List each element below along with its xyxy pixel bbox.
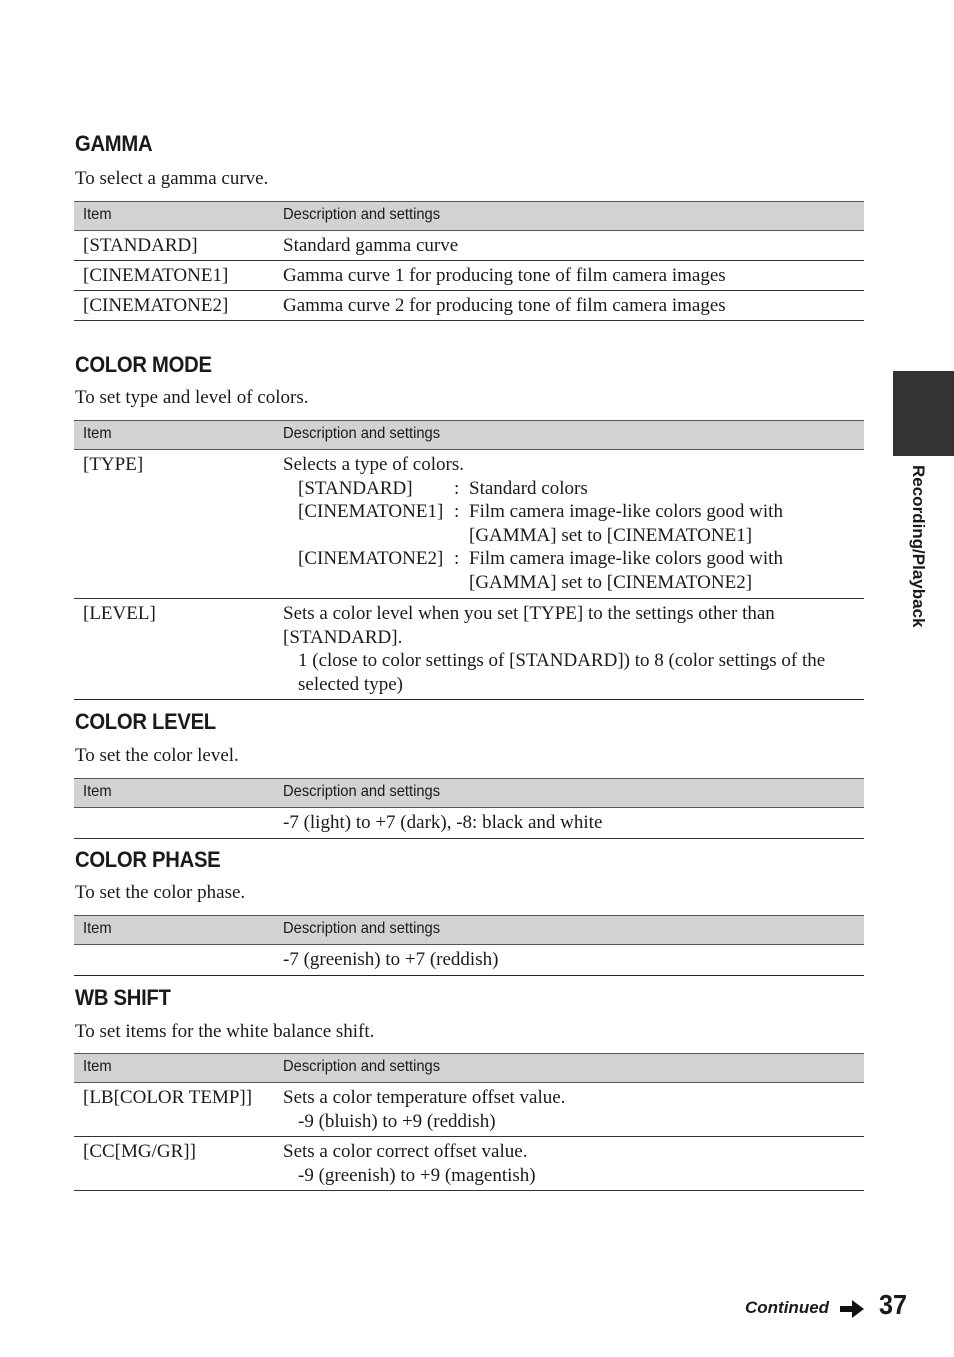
option-value: Standard colors bbox=[469, 477, 588, 499]
section-intro-color-mode: To set type and level of colors. bbox=[75, 387, 309, 408]
option-value-cont: [GAMMA] set to [CINEMATONE1] bbox=[469, 524, 753, 546]
section-heading-color-level: COLOR LEVEL bbox=[75, 709, 216, 734]
header-item: Item bbox=[83, 920, 112, 937]
type-description: Selects a type of colors. bbox=[283, 454, 464, 475]
option-colon: : bbox=[454, 548, 460, 569]
row-item: [TYPE] bbox=[83, 454, 144, 475]
header-description: Description and settings bbox=[283, 783, 441, 800]
section-heading-wb-shift: WB SHIFT bbox=[75, 985, 171, 1010]
header-item: Item bbox=[83, 425, 112, 442]
option-standard bbox=[283, 477, 854, 501]
row-description: Gamma curve 2 for producing tone of film camera images bbox=[283, 295, 726, 316]
table-header bbox=[74, 915, 864, 945]
option-key: [CINEMATONE1] bbox=[298, 501, 444, 522]
row-description: Gamma curve 1 for producing tone of film camera images bbox=[283, 265, 726, 286]
section-intro-wb-shift: To set items for the white balance shift. bbox=[75, 1021, 375, 1042]
right-arrow-icon bbox=[840, 1300, 864, 1318]
row-description: -7 (greenish) to +7 (reddish) bbox=[283, 949, 499, 970]
header-item: Item bbox=[83, 206, 112, 223]
section-heading-color-phase: COLOR PHASE bbox=[75, 847, 221, 872]
color-mode-table bbox=[74, 420, 864, 700]
table-header bbox=[74, 201, 864, 231]
row-range: -9 (bluish) to +9 (reddish) bbox=[298, 1110, 496, 1132]
page-number: 37 bbox=[879, 1289, 908, 1320]
table-header bbox=[74, 1053, 864, 1083]
table-header bbox=[74, 420, 864, 450]
table-row bbox=[74, 1137, 864, 1191]
side-tab-label: Recording/Playback bbox=[909, 465, 928, 628]
option-value-cont: [GAMMA] set to [CINEMATONE2] bbox=[469, 571, 753, 593]
table-row-type bbox=[74, 450, 864, 599]
header-description: Description and settings bbox=[283, 425, 441, 442]
wb-shift-table bbox=[74, 1053, 864, 1191]
side-tab-marker bbox=[893, 371, 954, 456]
option-cinematone1 bbox=[283, 500, 854, 524]
section-intro-color-level: To set the color level. bbox=[75, 745, 239, 766]
table-header bbox=[74, 778, 864, 808]
table-row bbox=[74, 291, 864, 321]
level-description-line2: [STANDARD]. bbox=[283, 626, 403, 648]
level-range-line2: selected type) bbox=[298, 673, 403, 695]
row-description bbox=[283, 1086, 854, 1133]
row-desc-text: Sets a color correct offset value. bbox=[283, 1141, 528, 1162]
row-item: [LB[COLOR TEMP]] bbox=[83, 1087, 253, 1108]
color-level-table bbox=[74, 778, 864, 839]
option-value: Film camera image-like colors good with bbox=[469, 501, 783, 522]
row-description bbox=[283, 602, 854, 696]
option-value: Film camera image-like colors good with bbox=[469, 548, 783, 569]
row-range: -9 (greenish) to +9 (magentish) bbox=[298, 1164, 536, 1186]
header-description: Description and settings bbox=[283, 1058, 441, 1075]
color-phase-table bbox=[74, 915, 864, 976]
section-intro-color-phase: To set the color phase. bbox=[75, 882, 246, 903]
table-row bbox=[74, 261, 864, 291]
row-item: [CC[MG/GR]] bbox=[83, 1141, 196, 1162]
table-row bbox=[74, 945, 864, 976]
continued-label: Continued bbox=[745, 1298, 830, 1317]
row-item: [LEVEL] bbox=[83, 603, 156, 624]
level-description-line1: Sets a color level when you set [TYPE] to the settings other than bbox=[283, 603, 775, 624]
section-heading-color-mode: COLOR MODE bbox=[75, 352, 212, 377]
header-item: Item bbox=[83, 783, 112, 800]
section-intro-gamma: To select a gamma curve. bbox=[75, 168, 269, 189]
row-item: [STANDARD] bbox=[83, 235, 198, 256]
header-item: Item bbox=[83, 1058, 112, 1075]
option-key: [CINEMATONE2] bbox=[298, 548, 444, 569]
option-colon: : bbox=[454, 477, 460, 499]
row-description: -7 (light) to +7 (dark), -8: black and white bbox=[283, 812, 603, 833]
row-item: [CINEMATONE1] bbox=[83, 265, 229, 286]
level-range-line1: 1 (close to color settings of [STANDARD]) to 8 (color settings of the bbox=[298, 650, 826, 671]
gamma-table bbox=[74, 201, 864, 321]
row-description: Standard gamma curve bbox=[283, 235, 459, 256]
option-key: [STANDARD] bbox=[298, 477, 413, 499]
option-cinematone1-cont bbox=[283, 524, 854, 548]
option-cinematone2 bbox=[283, 547, 854, 571]
row-item: [CINEMATONE2] bbox=[83, 295, 229, 316]
row-description bbox=[283, 453, 854, 594]
table-row bbox=[74, 808, 864, 839]
header-description: Description and settings bbox=[283, 920, 441, 937]
table-row bbox=[74, 231, 864, 261]
option-cinematone2-cont bbox=[283, 571, 854, 595]
table-row-level bbox=[74, 599, 864, 700]
option-colon: : bbox=[454, 501, 460, 522]
section-heading-gamma: GAMMA bbox=[75, 131, 153, 156]
header-description: Description and settings bbox=[283, 206, 441, 223]
row-desc-text: Sets a color temperature offset value. bbox=[283, 1087, 566, 1108]
row-description bbox=[283, 1140, 854, 1187]
table-row bbox=[74, 1083, 864, 1137]
